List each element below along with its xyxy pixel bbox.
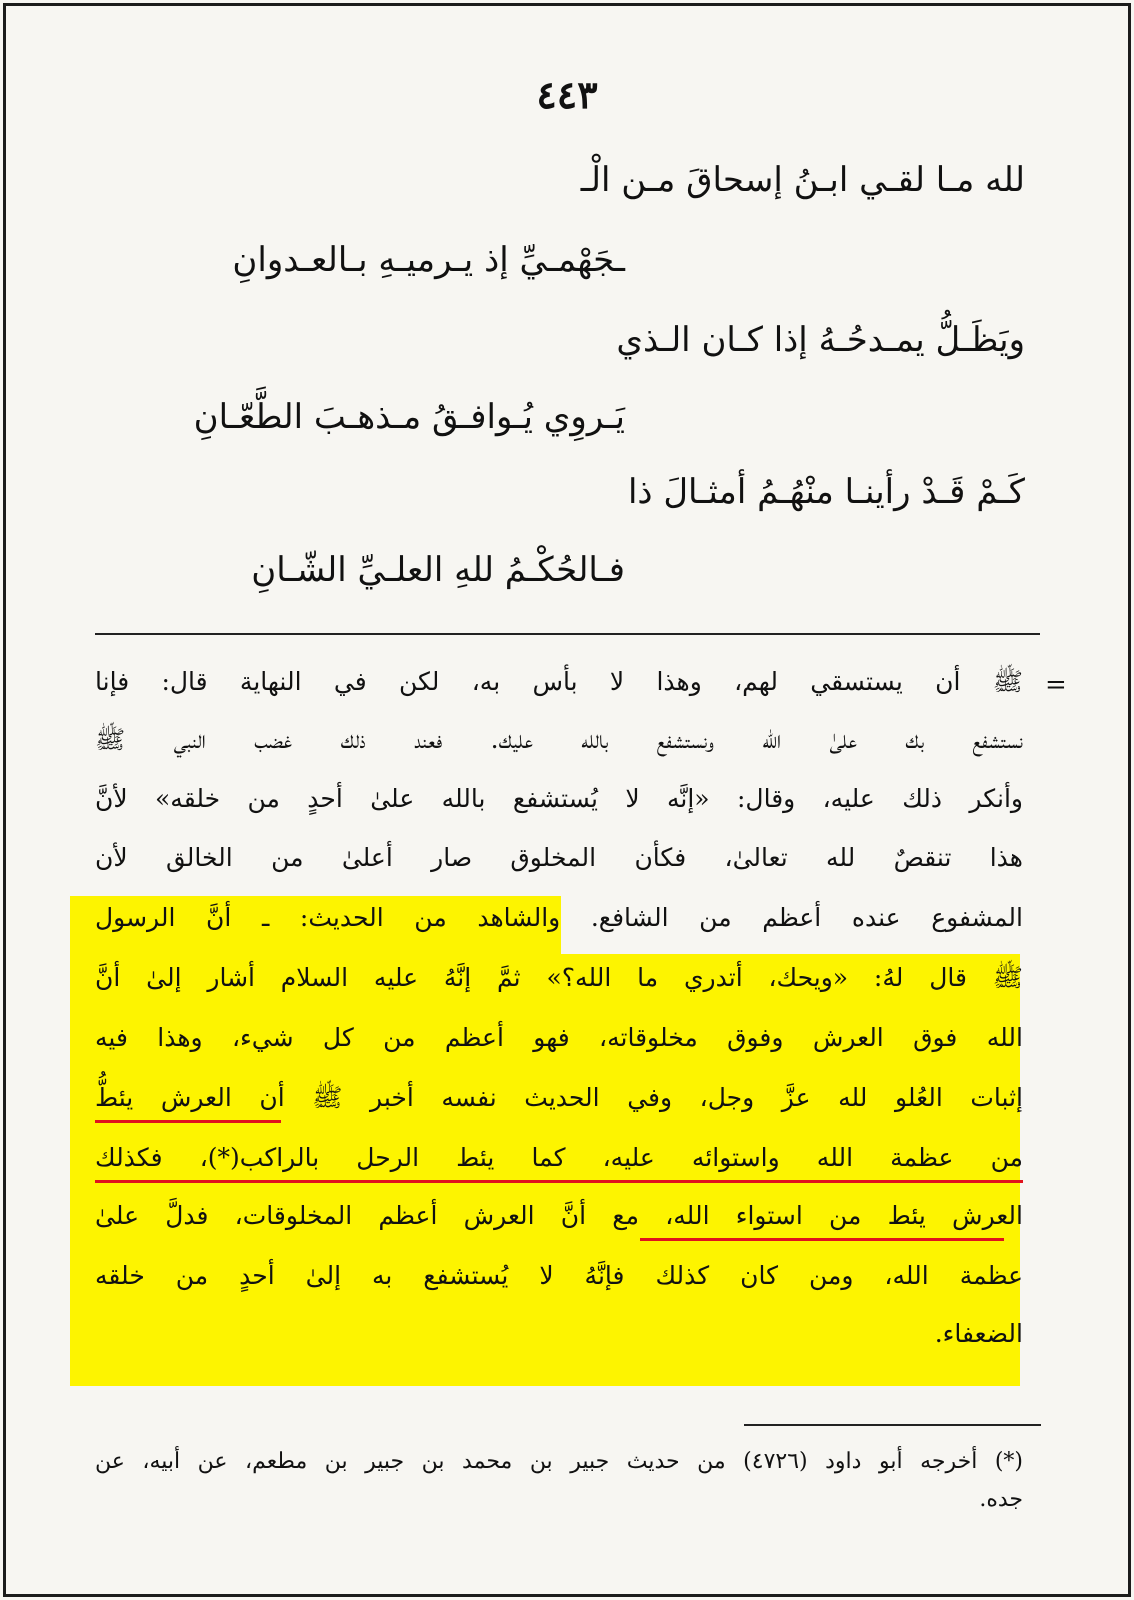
commentary-line-10: العرش يئط من استواء الله، مع أنَّ العرش أعظم المخلوقات، فدلَّ علىٰ	[95, 1201, 1023, 1230]
red-underline-3	[640, 1238, 1004, 1241]
verse-3-second-half: فـالحُكْـمُ للهِ العلـيِّ الشّـانِ	[251, 550, 625, 590]
commentary-line-12: الضعفاء.	[934, 1319, 1023, 1348]
commentary-line-1: ﷺ أن يستسقي لهم، وهذا لا بأس به، لكن في النهاية قال: فإنا	[95, 667, 1023, 696]
commentary-line-8: إثبات العُلو لله عزَّ وجل، وفي الحديث نفسه أخبر ﷺ أن العرش يئطُّ	[95, 1083, 1023, 1112]
red-underline-1	[95, 1120, 281, 1123]
footnote-line-2: جده.	[979, 1487, 1023, 1512]
commentary-line-11: عظمة الله، ومن كان كذلك فإنَّهُ لا يُستشفع به إلىٰ أحدٍ من خلقه	[95, 1261, 1023, 1290]
verse-3-first-half: كَـمْ قَـدْ رأينـا منْهُـمُ أمثـالَ ذا	[627, 472, 1025, 512]
footnote-line-1: (*) أخرجه أبو داود (٤٧٢٦) من حديث جبير بن محمد بن جبير بن مطعم، عن أبيه، عن	[95, 1449, 1023, 1474]
footnote-rule	[744, 1424, 1041, 1426]
commentary-line-4: هذا تنقصٌ لله تعالىٰ، فكأن المخلوق صار أعلىٰ من الخالق لأن	[95, 843, 1023, 872]
continuation-mark: =	[1045, 670, 1067, 700]
commentary-line-6: ﷺ قال لهُ: «ويحك، أتدري ما الله؟» ثمَّ إنَّهُ عليه السلام أشار إلىٰ أنَّ	[95, 963, 1023, 992]
commentary-line-9: من عظمة الله واستوائه عليه، كما يئط الرحل بالراكب(*)، فكذلك	[95, 1143, 1023, 1172]
commentary-line-7: الله فوق العرش وفوق مخلوقاته، فهو أعظم من كل شيء، وهذا فيه	[95, 1023, 1023, 1052]
separator-rule	[95, 633, 1040, 635]
commentary-line-3: وأنكر ذلك عليه، وقال: «إنَّه لا يُستشفع بالله علىٰ أحدٍ من خلقه» لأنَّ	[95, 784, 1023, 813]
commentary-line-5: المشفوع عنده أعظم من الشافع. والشاهد من الحديث: ـ أنَّ الرسول	[95, 903, 1023, 932]
verse-2-first-half: ويَظَـلُّ يمـدحُـهُ إذا كـان الـذي	[616, 320, 1025, 360]
page-number: ٤٤٣	[536, 72, 598, 117]
verse-2-second-half: يَـروِي يُـوافـقُ مـذهـبَ الطَّعّـانِ	[193, 397, 625, 437]
verse-1-first-half: لله مـا لقـي ابـنُ إسحاقَ مـن الْـ	[580, 160, 1025, 200]
verse-1-second-half: ـجَهْمـيِّ إذ يـرميـهِ بـالعـدوانِ	[232, 240, 625, 280]
red-underline-2	[95, 1180, 1023, 1183]
commentary-line-2: نستشفع بك علىٰ الله ونستشفع بالله عليك. فعند ذلك غضب النبي ﷺ	[95, 725, 1023, 754]
